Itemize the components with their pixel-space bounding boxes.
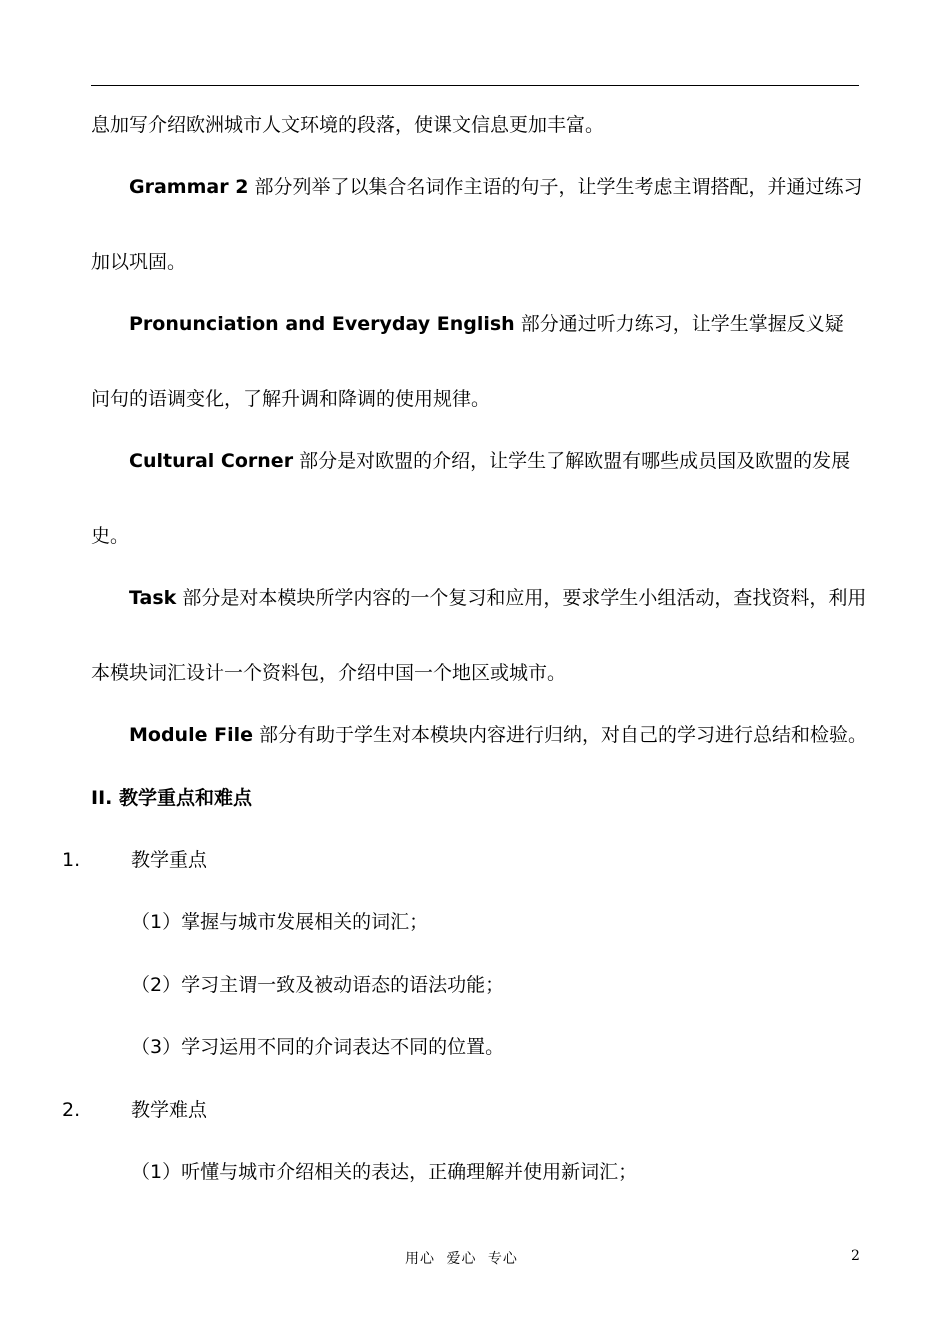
task-text: 部分是对本模块所学内容的一个复习和应用，要求学生小组活动，查找资料，利用 — [176, 587, 867, 609]
grammar-label: Grammar 2 — [129, 176, 249, 198]
list-title: 教学重点 — [131, 849, 208, 871]
task-paragraph-line-2: 本模块词汇设计一个资料包，介绍中国一个地区或城市。 — [91, 662, 567, 684]
page-footer — [0, 1248, 950, 1268]
list-item: （1）掌握与城市发展相关的词汇； — [131, 911, 429, 933]
culture-text: 部分是对欧盟的介绍，让学生了解欧盟有哪些成员国及欧盟的发展 — [293, 450, 851, 472]
culture-paragraph-line-1 — [129, 449, 899, 473]
section-heading: II. 教学重点和难点 — [91, 787, 252, 809]
task-paragraph-line-1 — [129, 586, 899, 610]
list-item: （2）学习主谓一致及被动语态的语法功能； — [131, 974, 505, 996]
grammar-paragraph-line-2: 加以巩固。 — [91, 251, 187, 273]
culture-paragraph-line-2: 史。 — [91, 525, 130, 547]
grammar-text: 部分列举了以集合名词作主语的句子，让学生考虑主谓搭配，并通过练习 — [248, 176, 863, 198]
pronunciation-paragraph-line-1 — [129, 312, 899, 336]
list-title: 教学难点 — [131, 1099, 208, 1121]
pronunciation-paragraph-line-2: 问句的语调变化，了解升调和降调的使用规律。 — [91, 388, 491, 410]
module-file-paragraph — [129, 723, 899, 747]
grammar-paragraph-line-1 — [129, 175, 899, 199]
page-number: 2 — [851, 1248, 860, 1264]
task-label: Task — [129, 587, 177, 609]
list-number: 2. — [62, 1099, 81, 1121]
list-item: （1）听懂与城市介绍相关的表达，正确理解并使用新词汇； — [131, 1161, 638, 1183]
pronunciation-label: Pronunciation and Everyday English — [129, 313, 515, 335]
module-file-text: 部分有助于学生对本模块内容进行归纳，对自己的学习进行总结和检验。 — [253, 724, 868, 746]
list-number: 1. — [62, 849, 81, 871]
footer-motto: 用心 爱心 专心 — [405, 1251, 518, 1267]
paragraph-continuation: 息加写介绍欧洲城市人文环境的段落，使课文信息更加丰富。 — [91, 114, 605, 136]
list-item: （3）学习运用不同的介词表达不同的位置。 — [131, 1036, 505, 1058]
pronunciation-text: 部分通过听力练习，让学生掌握反义疑 — [514, 313, 844, 335]
culture-label: Cultural Corner — [129, 450, 294, 472]
module-file-label: Module File — [129, 724, 253, 746]
header-rule — [91, 85, 859, 86]
